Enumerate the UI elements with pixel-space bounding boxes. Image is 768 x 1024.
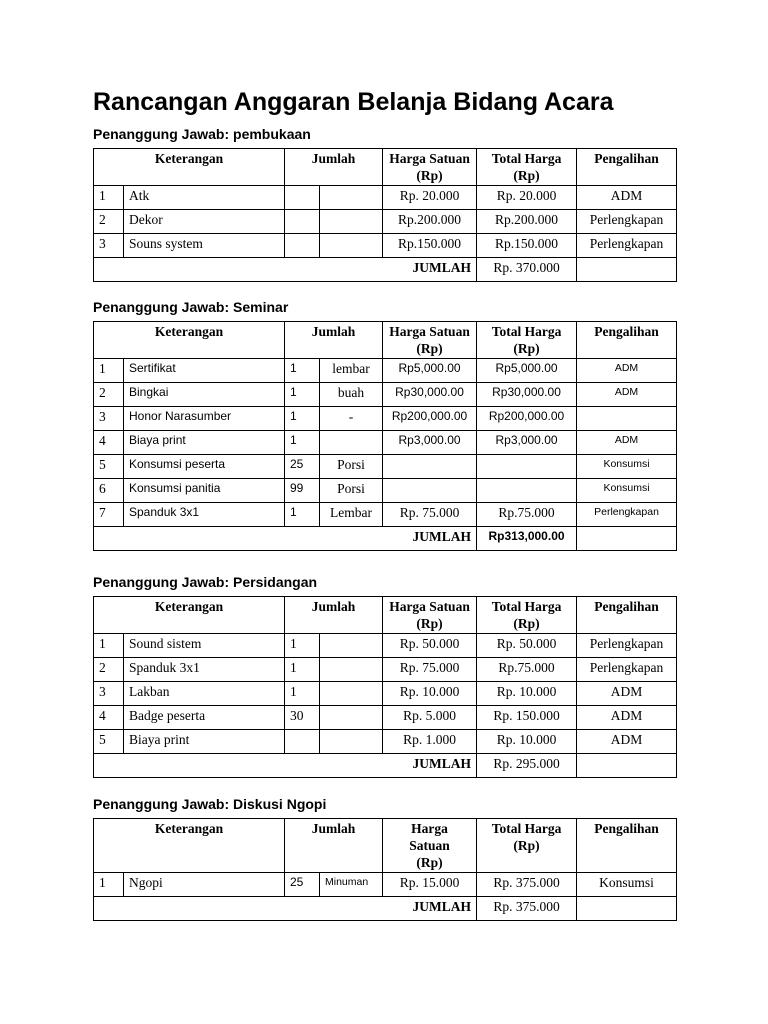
- item-pengalihan: ADM: [577, 706, 677, 730]
- table-row: [94, 634, 677, 658]
- header-harga-satuan: Harga Satuan (Rp): [383, 597, 477, 634]
- item-unit: [320, 730, 383, 754]
- item-harga: Rp. 10.000: [383, 682, 477, 706]
- section-title-seminar: Penanggung Jawab: Seminar: [93, 299, 289, 315]
- item-keterangan: Badge peserta: [124, 706, 285, 730]
- header-jumlah: Jumlah: [285, 597, 383, 634]
- header-keterangan: Keterangan: [94, 819, 285, 873]
- table-seminar: [93, 321, 677, 551]
- total-empty: [577, 897, 677, 921]
- header-total-harga: Total Harga (Rp): [477, 597, 577, 634]
- item-harga: Rp. 20.000: [383, 186, 477, 210]
- item-keterangan: Sound sistem: [124, 634, 285, 658]
- row-number: 2: [94, 658, 124, 682]
- item-total: Rp.200.000: [477, 210, 577, 234]
- header-harga-satuan: Harga Satuan (Rp): [383, 149, 477, 186]
- table-row: [94, 186, 677, 210]
- item-keterangan: Sertifikat: [124, 359, 285, 383]
- item-pengalihan: ADM: [577, 730, 677, 754]
- item-total: Rp3,000.00: [477, 431, 577, 455]
- table-row: [94, 503, 677, 527]
- item-keterangan: Ngopi: [124, 873, 285, 897]
- item-total: [477, 479, 577, 503]
- item-harga: [383, 479, 477, 503]
- header-pengalihan: Pengalihan: [577, 149, 677, 186]
- item-unit: [320, 186, 383, 210]
- item-total: Rp30,000.00: [477, 383, 577, 407]
- item-total: Rp. 10.000: [477, 730, 577, 754]
- item-harga: Rp3,000.00: [383, 431, 477, 455]
- header-total-harga: Total Harga (Rp): [477, 322, 577, 359]
- total-empty: [577, 527, 677, 551]
- header-jumlah: Jumlah: [285, 819, 383, 873]
- item-pengalihan: ADM: [577, 186, 677, 210]
- total-empty: [577, 754, 677, 778]
- item-total: Rp5,000.00: [477, 359, 577, 383]
- item-pengalihan: Perlengkapan: [577, 634, 677, 658]
- item-qty: 1: [285, 383, 320, 407]
- header-pengalihan: Pengalihan: [577, 597, 677, 634]
- table-row: [94, 210, 677, 234]
- row-number: 2: [94, 210, 124, 234]
- total-label: JUMLAH: [94, 527, 477, 551]
- table-row: [94, 730, 677, 754]
- row-number: 3: [94, 407, 124, 431]
- header-total-harga: Total Harga (Rp): [477, 819, 577, 873]
- table-row: [94, 431, 677, 455]
- table-pembukaan: [93, 148, 677, 282]
- header-harga-satuan: Harga Satuan (Rp): [383, 819, 477, 873]
- item-keterangan: Spanduk 3x1: [124, 658, 285, 682]
- total-label: JUMLAH: [94, 258, 477, 282]
- item-qty: 99: [285, 479, 320, 503]
- row-number: 4: [94, 431, 124, 455]
- item-total: Rp.75.000: [477, 658, 577, 682]
- row-number: 5: [94, 730, 124, 754]
- row-number: 1: [94, 634, 124, 658]
- header-keterangan: Keterangan: [94, 322, 285, 359]
- total-value: Rp. 370.000: [477, 258, 577, 282]
- header-keterangan: Keterangan: [94, 597, 285, 634]
- item-qty: 1: [285, 503, 320, 527]
- item-qty: [285, 210, 320, 234]
- item-keterangan: Biaya print: [124, 730, 285, 754]
- item-unit: [320, 634, 383, 658]
- table-row: [94, 479, 677, 503]
- item-qty: 25: [285, 455, 320, 479]
- total-value: Rp. 295.000: [477, 754, 577, 778]
- item-harga: Rp. 5.000: [383, 706, 477, 730]
- item-pengalihan: Perlengkapan: [577, 503, 677, 527]
- item-pengalihan: ADM: [577, 359, 677, 383]
- item-total: Rp.75.000: [477, 503, 577, 527]
- item-total: Rp.150.000: [477, 234, 577, 258]
- table-row: [94, 706, 677, 730]
- item-harga: Rp. 75.000: [383, 658, 477, 682]
- item-unit: [320, 431, 383, 455]
- header-jumlah: Jumlah: [285, 149, 383, 186]
- header-harga-satuan: Harga Satuan (Rp): [383, 322, 477, 359]
- row-number: 1: [94, 873, 124, 897]
- item-unit: [320, 706, 383, 730]
- table-header-row: [94, 322, 677, 359]
- total-row: [94, 897, 677, 921]
- item-pengalihan: Perlengkapan: [577, 234, 677, 258]
- table-row: [94, 658, 677, 682]
- item-pengalihan: ADM: [577, 682, 677, 706]
- item-unit: Porsi: [320, 455, 383, 479]
- item-keterangan: Konsumsi panitia: [124, 479, 285, 503]
- row-number: 4: [94, 706, 124, 730]
- item-keterangan: Bingkai: [124, 383, 285, 407]
- row-number: 3: [94, 682, 124, 706]
- item-harga: Rp. 15.000: [383, 873, 477, 897]
- item-unit: buah: [320, 383, 383, 407]
- item-qty: 1: [285, 407, 320, 431]
- item-harga: Rp.150.000: [383, 234, 477, 258]
- section-title-diskusi-ngopi: Penanggung Jawab: Diskusi Ngopi: [93, 796, 327, 812]
- header-total-harga: Total Harga (Rp): [477, 149, 577, 186]
- item-harga: Rp200,000.00: [383, 407, 477, 431]
- item-pengalihan: Konsumsi: [577, 479, 677, 503]
- total-value: Rp. 375.000: [477, 897, 577, 921]
- row-number: 2: [94, 383, 124, 407]
- item-keterangan: Konsumsi peserta: [124, 455, 285, 479]
- row-number: 1: [94, 359, 124, 383]
- item-total: Rp. 20.000: [477, 186, 577, 210]
- table-header-row: [94, 597, 677, 634]
- total-row: [94, 258, 677, 282]
- item-pengalihan: Konsumsi: [577, 455, 677, 479]
- item-qty: 1: [285, 658, 320, 682]
- total-label: JUMLAH: [94, 897, 477, 921]
- table-header-row: [94, 149, 677, 186]
- item-qty: 25: [285, 873, 320, 897]
- item-qty: 1: [285, 431, 320, 455]
- row-number: 7: [94, 503, 124, 527]
- page-title: Rancangan Anggaran Belanja Bidang Acara: [93, 88, 614, 116]
- item-harga: Rp5,000.00: [383, 359, 477, 383]
- item-harga: Rp. 75.000: [383, 503, 477, 527]
- header-pengalihan: Pengalihan: [577, 322, 677, 359]
- item-keterangan: Biaya print: [124, 431, 285, 455]
- item-total: Rp. 375.000: [477, 873, 577, 897]
- item-keterangan: Honor Narasumber: [124, 407, 285, 431]
- item-unit: [320, 210, 383, 234]
- item-unit: -: [320, 407, 383, 431]
- item-qty: [285, 234, 320, 258]
- item-keterangan: Atk: [124, 186, 285, 210]
- item-unit: [320, 234, 383, 258]
- table-row: [94, 407, 677, 431]
- row-number: 1: [94, 186, 124, 210]
- item-unit: Minuman: [320, 873, 383, 897]
- table-diskusi-ngopi: [93, 818, 677, 921]
- table-row: [94, 234, 677, 258]
- item-keterangan: Dekor: [124, 210, 285, 234]
- row-number: 6: [94, 479, 124, 503]
- total-value: Rp313,000.00: [477, 527, 577, 551]
- item-harga: Rp. 1.000: [383, 730, 477, 754]
- item-unit: Lembar: [320, 503, 383, 527]
- item-total: Rp. 50.000: [477, 634, 577, 658]
- section-title-pembukaan: Penanggung Jawab: pembukaan: [93, 126, 311, 142]
- item-qty: 1: [285, 359, 320, 383]
- total-row: [94, 527, 677, 551]
- item-pengalihan: Konsumsi: [577, 873, 677, 897]
- total-row: [94, 754, 677, 778]
- item-qty: [285, 186, 320, 210]
- item-total: [477, 455, 577, 479]
- item-unit: [320, 658, 383, 682]
- item-total: Rp. 10.000: [477, 682, 577, 706]
- item-pengalihan: ADM: [577, 431, 677, 455]
- table-row: [94, 359, 677, 383]
- item-keterangan: Lakban: [124, 682, 285, 706]
- total-label: JUMLAH: [94, 754, 477, 778]
- item-keterangan: Spanduk 3x1: [124, 503, 285, 527]
- item-pengalihan: Perlengkapan: [577, 210, 677, 234]
- item-unit: [320, 682, 383, 706]
- table-row: [94, 455, 677, 479]
- header-pengalihan: Pengalihan: [577, 819, 677, 873]
- item-harga: Rp30,000.00: [383, 383, 477, 407]
- table-row: [94, 383, 677, 407]
- table-row: [94, 873, 677, 897]
- item-unit: lembar: [320, 359, 383, 383]
- item-qty: 30: [285, 706, 320, 730]
- item-qty: 1: [285, 682, 320, 706]
- item-pengalihan: Perlengkapan: [577, 658, 677, 682]
- item-harga: Rp.200.000: [383, 210, 477, 234]
- item-pengalihan: [577, 407, 677, 431]
- item-harga: Rp. 50.000: [383, 634, 477, 658]
- table-header-row: [94, 819, 677, 873]
- item-total: Rp. 150.000: [477, 706, 577, 730]
- header-keterangan: Keterangan: [94, 149, 285, 186]
- total-empty: [577, 258, 677, 282]
- row-number: 5: [94, 455, 124, 479]
- item-unit: Porsi: [320, 479, 383, 503]
- item-pengalihan: ADM: [577, 383, 677, 407]
- item-total: Rp200,000.00: [477, 407, 577, 431]
- table-row: [94, 682, 677, 706]
- row-number: 3: [94, 234, 124, 258]
- section-title-persidangan: Penanggung Jawab: Persidangan: [93, 574, 318, 590]
- header-jumlah: Jumlah: [285, 322, 383, 359]
- item-qty: [285, 730, 320, 754]
- item-harga: [383, 455, 477, 479]
- item-keterangan: Souns system: [124, 234, 285, 258]
- item-qty: 1: [285, 634, 320, 658]
- table-persidangan: [93, 596, 677, 778]
